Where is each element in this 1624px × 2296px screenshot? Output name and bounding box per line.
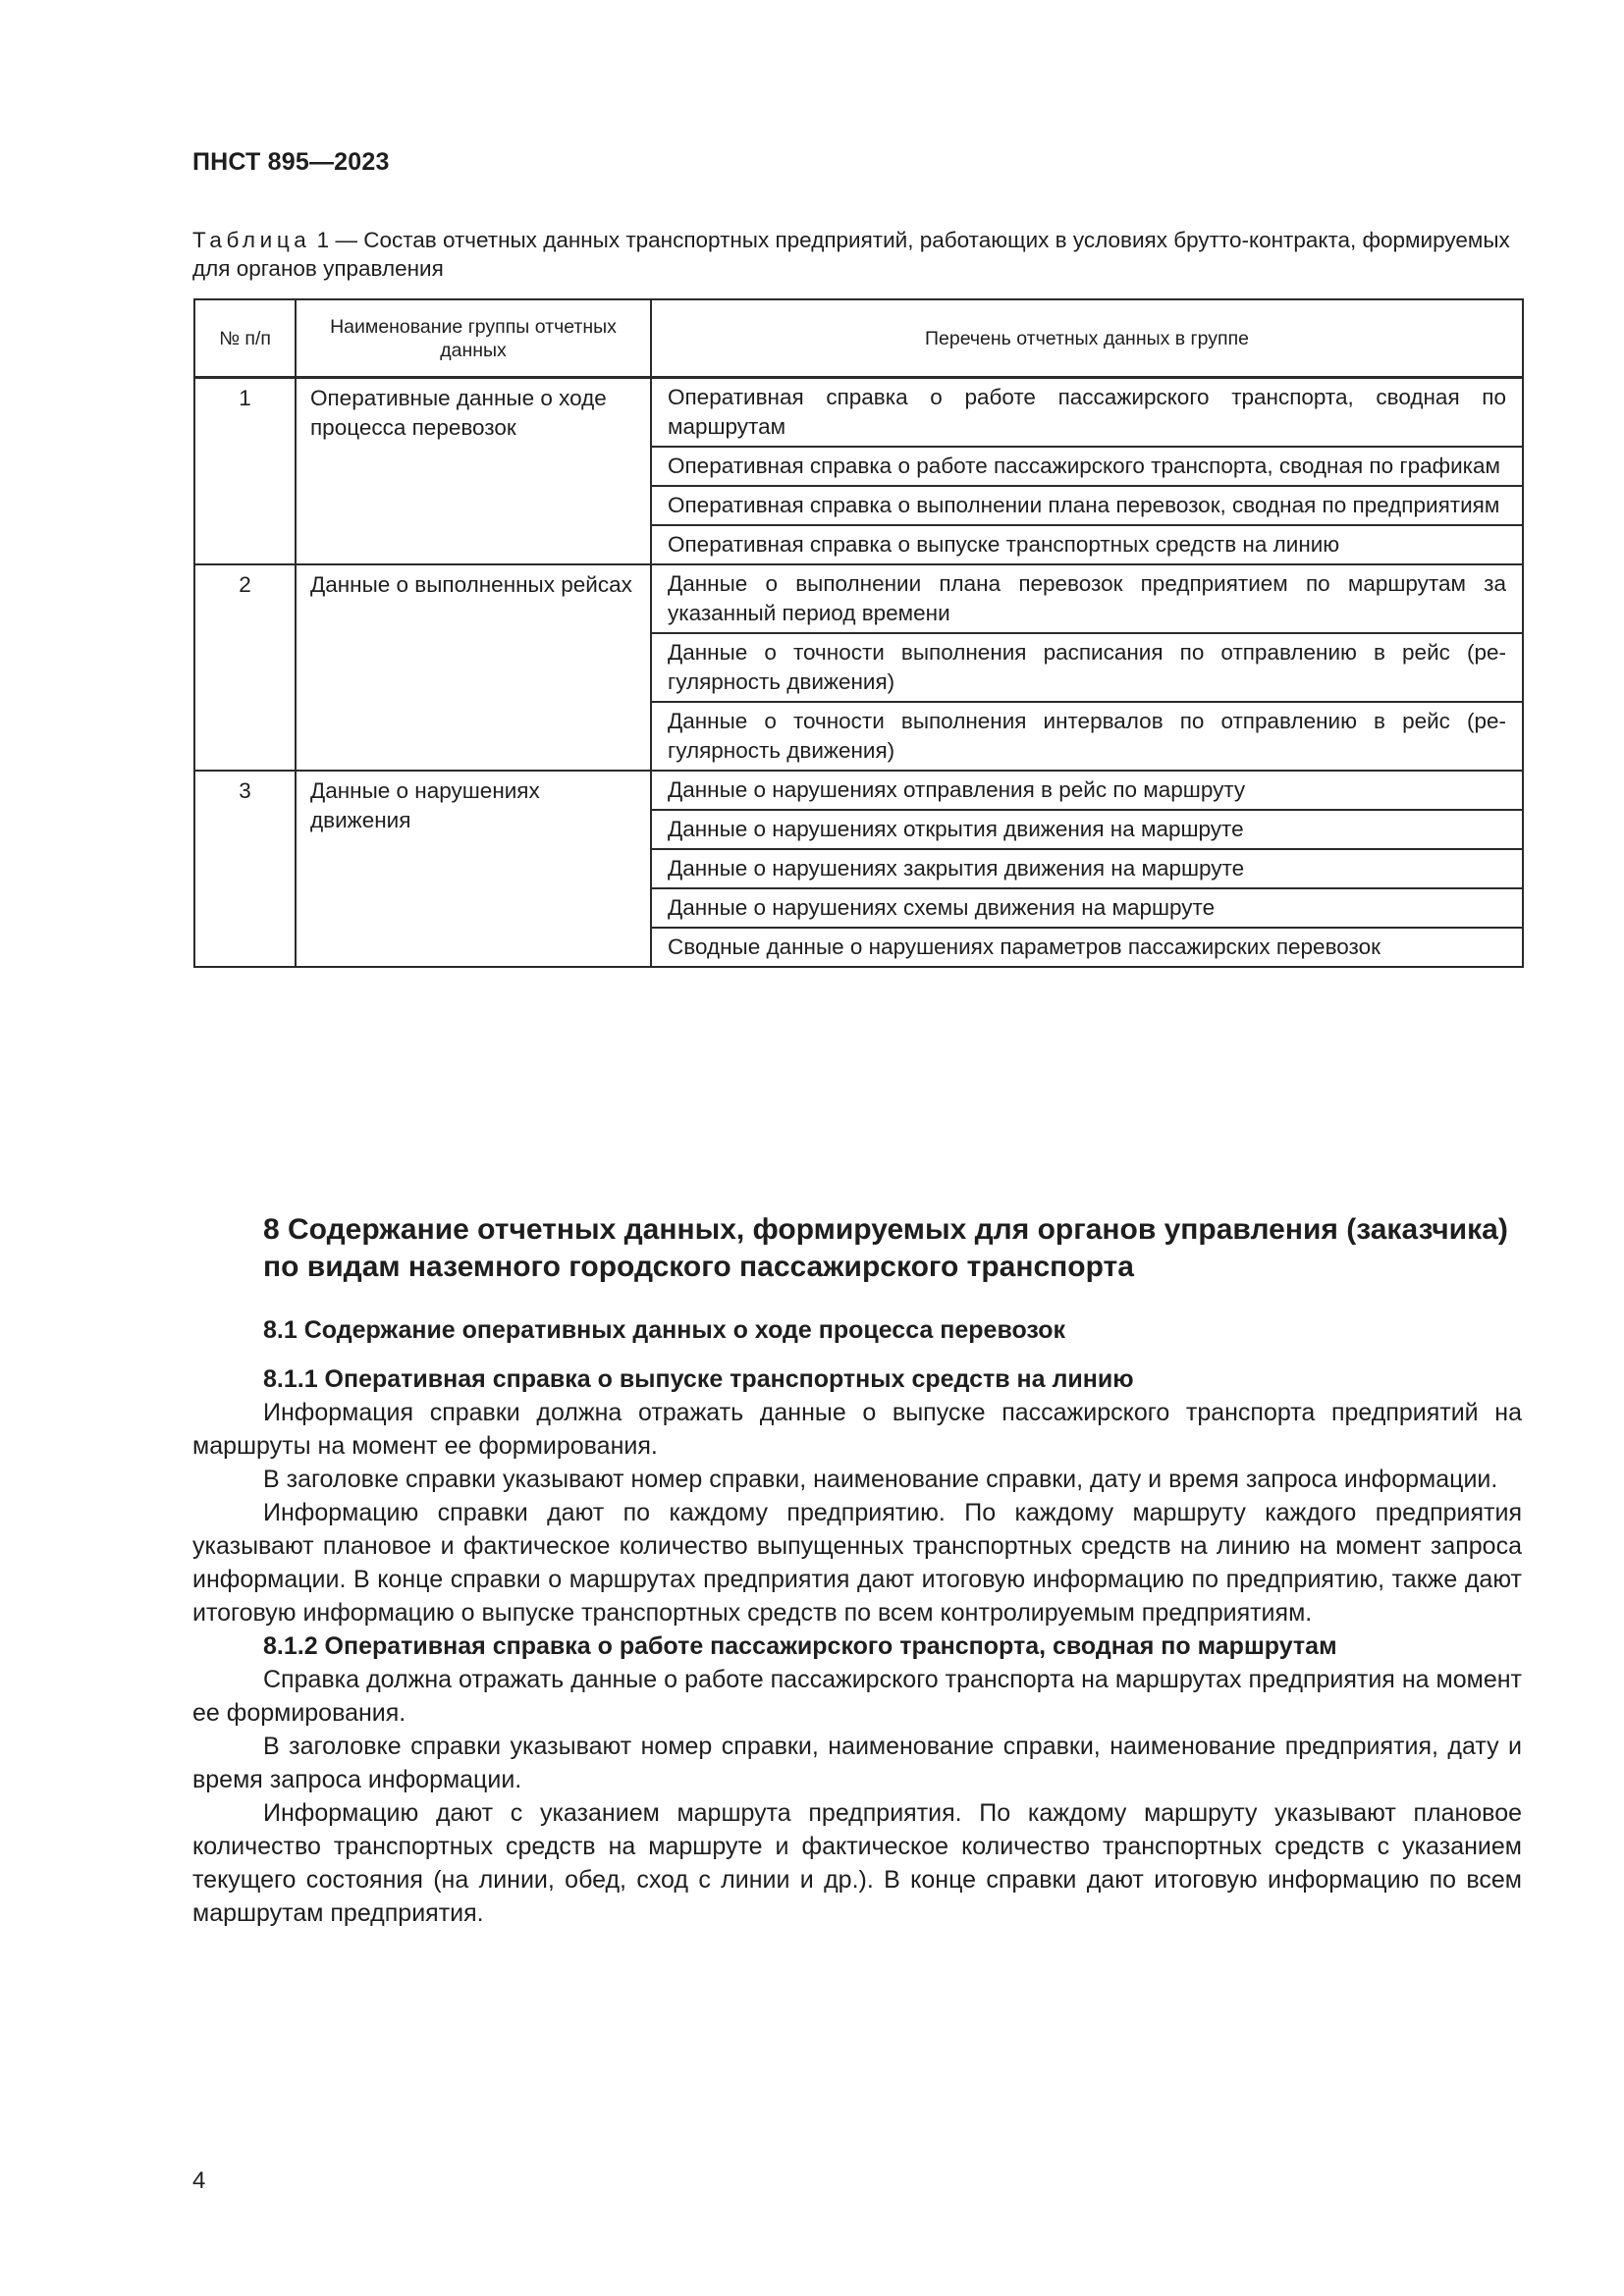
report-table <box>193 298 1524 968</box>
document-code: ПНСТ 895—2023 <box>192 148 390 176</box>
group-item: Данные о нарушениях закрытия движения на маршруте <box>651 849 1523 888</box>
paragraph: В заголовке справки указывают номер справки, наименование справки, наименование предприятия, дату и время запроса информации. <box>192 1733 1522 1793</box>
paragraph: В заголовке справки указывают номер справки, наименование справки, дату и время запроса информации. <box>263 1466 1498 1493</box>
group-item: Оперативная справка о работе пассажирского транспорта, сводная по графикам <box>651 447 1523 486</box>
paragraph: Информацию дают с указанием маршрута предприятия. По каждому маршруту указывают плановое количество транспортных средств на маршруте и фактическое количество транспортных средств с указанием текущего состояния (на линии, обед, сход с линии и др.). В конце справки дают итоговую информацию по всем маршрутам предприятия. <box>192 1799 1522 1927</box>
group-name: Данные о нарушениях движения <box>296 771 651 967</box>
table-row <box>194 378 1523 448</box>
section-body <box>192 1362 1522 1930</box>
group-item: Данные о нарушениях схемы движения на маршруте <box>651 888 1523 928</box>
group-name: Оперативные данные о ходе процесса перевозок <box>296 378 651 565</box>
table-row <box>194 564 1523 633</box>
group-item: Оперативная справка о работе пассажирского транспорта, сводная по маршрутам <box>651 378 1523 448</box>
group-item: Данные о точности выполнения расписания по отправлению в рейс (регулярность движения) <box>651 633 1523 702</box>
table-caption-tag: Таблица <box>192 228 311 252</box>
column-header-list: Перечень отчетных данных в группе <box>651 299 1523 378</box>
group-number: 1 <box>194 378 296 565</box>
group-name: Данные о выполненных рейсах <box>296 564 651 771</box>
section-8-heading: 8 Содержание отчетных данных, формируемых для органов управления (заказчика) по видам наземного городского пассажирского транспорта <box>263 1213 1508 1283</box>
subsection-8-1-heading: 8.1 Содержание оперативных данных о ходе процесса перевозок <box>263 1316 1066 1344</box>
group-item: Сводные данные о нарушениях параметров пассажирских перевозок <box>651 928 1523 967</box>
paragraph: Информация справки должна отражать данные о выпуске пассажирского транспорта предприятий на маршруты на момент ее формирования. <box>192 1399 1522 1460</box>
group-item: Оперативная справка о выполнении плана перевозок, сводная по предприятиям <box>651 486 1523 525</box>
group-item: Данные о нарушениях открытия движения на маршруте <box>651 810 1523 849</box>
table-caption-text: 1 — Состав отчетных данных транспортных предприятий, работающих в условиях брутто-контракта, формируемых для органов управления <box>192 228 1510 281</box>
group-number: 2 <box>194 564 296 771</box>
subsection-8-1-1-heading: 8.1.1 Оперативная справка о выпуске транспортных средств на линию <box>263 1365 1134 1393</box>
column-header-number: № п/п <box>194 299 296 378</box>
table-row <box>194 771 1523 810</box>
paragraph: Справка должна отражать данные о работе пассажирского транспорта на маршрутах предприятия на момент ее формирования. <box>192 1666 1522 1727</box>
group-item: Оперативная справка о выпуске транспортных средств на линию <box>651 525 1523 564</box>
column-header-group: Наименование группы отчетных данных <box>296 299 651 378</box>
table-caption <box>192 226 1522 283</box>
table-header-row <box>194 299 1523 378</box>
paragraph: Информацию справки дают по каждому предприятию. По каждому маршруту каждого предприятия указывают плановое и фактическое количество выпущенных транспортных средств на линию на момент запроса информации. В конце справки о маршрутах предприятия дают итоговую информацию по предприятию, также дают итоговую информацию о выпуске транспортных средств по всем контролируемым предприятиям. <box>192 1499 1522 1627</box>
page-number: 4 <box>192 2167 206 2194</box>
group-item: Данные о выполнении плана перевозок предприятием по маршрутам за указанный период времени <box>651 564 1523 633</box>
group-number: 3 <box>194 771 296 967</box>
subsection-8-1-2-heading: 8.1.2 Оперативная справка о работе пассажирского транспорта, сводная по маршрутам <box>263 1632 1337 1660</box>
group-item: Данные о точности выполнения интервалов по отправлению в рейс (регулярность движения) <box>651 702 1523 771</box>
group-item: Данные о нарушениях отправления в рейс по маршруту <box>651 771 1523 810</box>
